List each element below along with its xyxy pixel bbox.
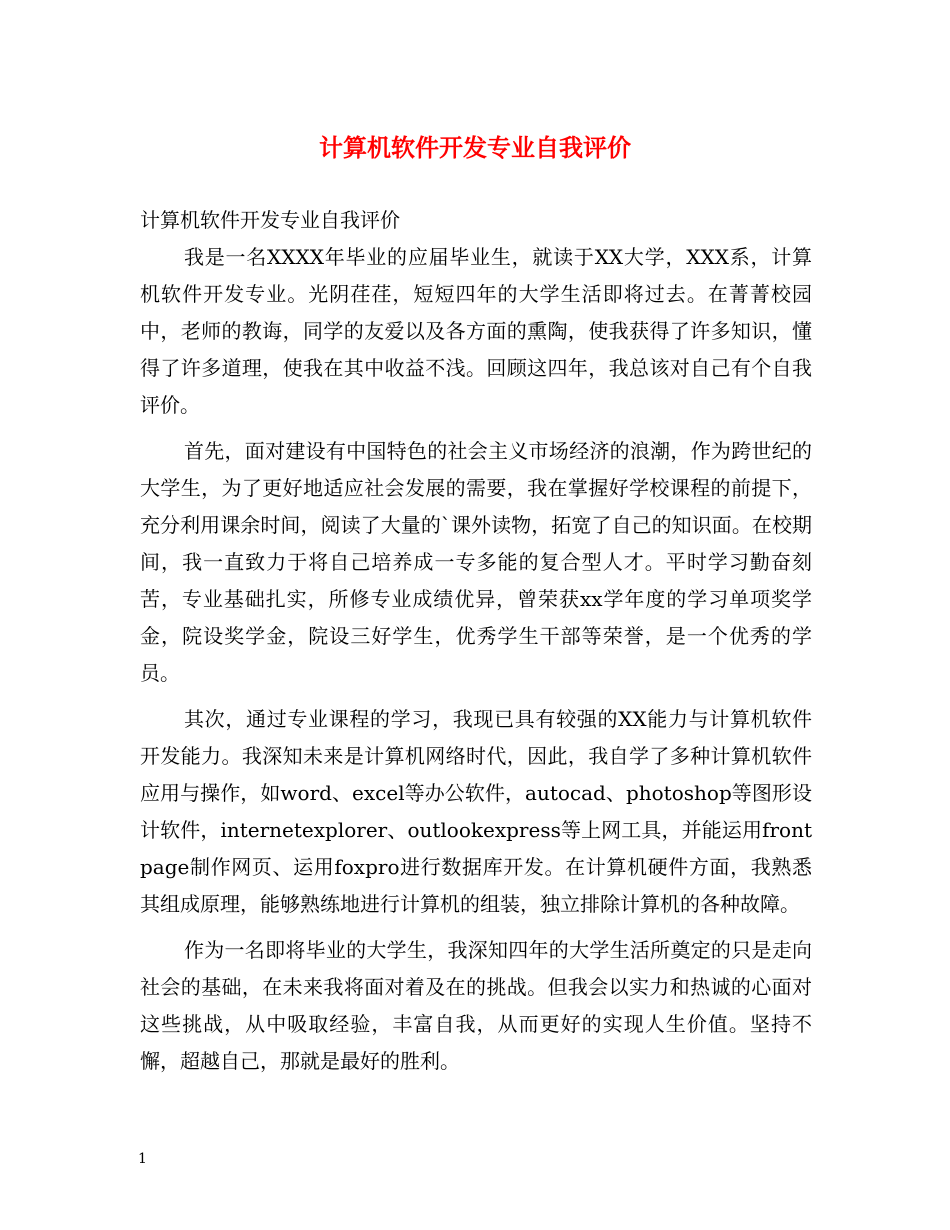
document-body: [140, 202, 812, 1080]
paragraph-study: 首先，面对建设有中国特色的社会主义市场经济的浪潮，作为跨世纪的大学生，为了更好地适应社会发展的需要，我在掌握好学校课程的前提下，充分利用课余时间，阅读了大量的`课外读物，拓宽了自己的知识面。在校期间，我一直致力于将自己培养成一专多能的复合型人才。平时学习勤奋刻苦，专业基础扎实，所修专业成绩优异，曾荣获xx学年度的学习单项奖学金，院设奖学金，院设三好学生，优秀学生干部等荣誉，是一个优秀的学员。: [140, 439, 812, 685]
paragraph-skills: 其次，通过专业课程的学习，我现已具有较强的XX能力与计算机软件开发能力。我深知未来是计算机网络时代，因此，我自学了多种计算机软件应用与操作，如word、excel等办公软件，autocad、photoshop等图形设计软件，internetexplorer、outlookexpress等上网工具，并能运用frontpage制作网页、运用foxpro进行数据库开发。在计算机硬件方面，我熟悉其组成原理，能够熟练地进行计算机的组装，独立排除计算机的各种故障。: [140, 707, 812, 916]
document-title: 计算机软件开发专业自我评价: [319, 134, 631, 162]
document-subtitle: 计算机软件开发专业自我评价: [140, 208, 400, 232]
paragraph-conclusion: 作为一名即将毕业的大学生，我深知四年的大学生活所奠定的只是走向社会的基础，在未来我将面对着及在的挑战。但我会以实力和热诚的心面对这些挑战，从中吸取经验，丰富自我，从而更好的实现人生价值。坚持不懈，超越自己，那就是最好的胜利。: [140, 938, 812, 1073]
paragraph-intro: 我是一名XXXX年毕业的应届毕业生，就读于XX大学，XXX系，计算机软件开发专业。光阴荏荏，短短四年的大学生活即将过去。在菁菁校园中，老师的教诲，同学的友爱以及各方面的熏陶，使我获得了许多知识，懂得了许多道理，使我在其中收益不浅。回顾这四年，我总该对自己有个自我评价。: [140, 245, 812, 417]
page-number: 1: [138, 1151, 147, 1167]
